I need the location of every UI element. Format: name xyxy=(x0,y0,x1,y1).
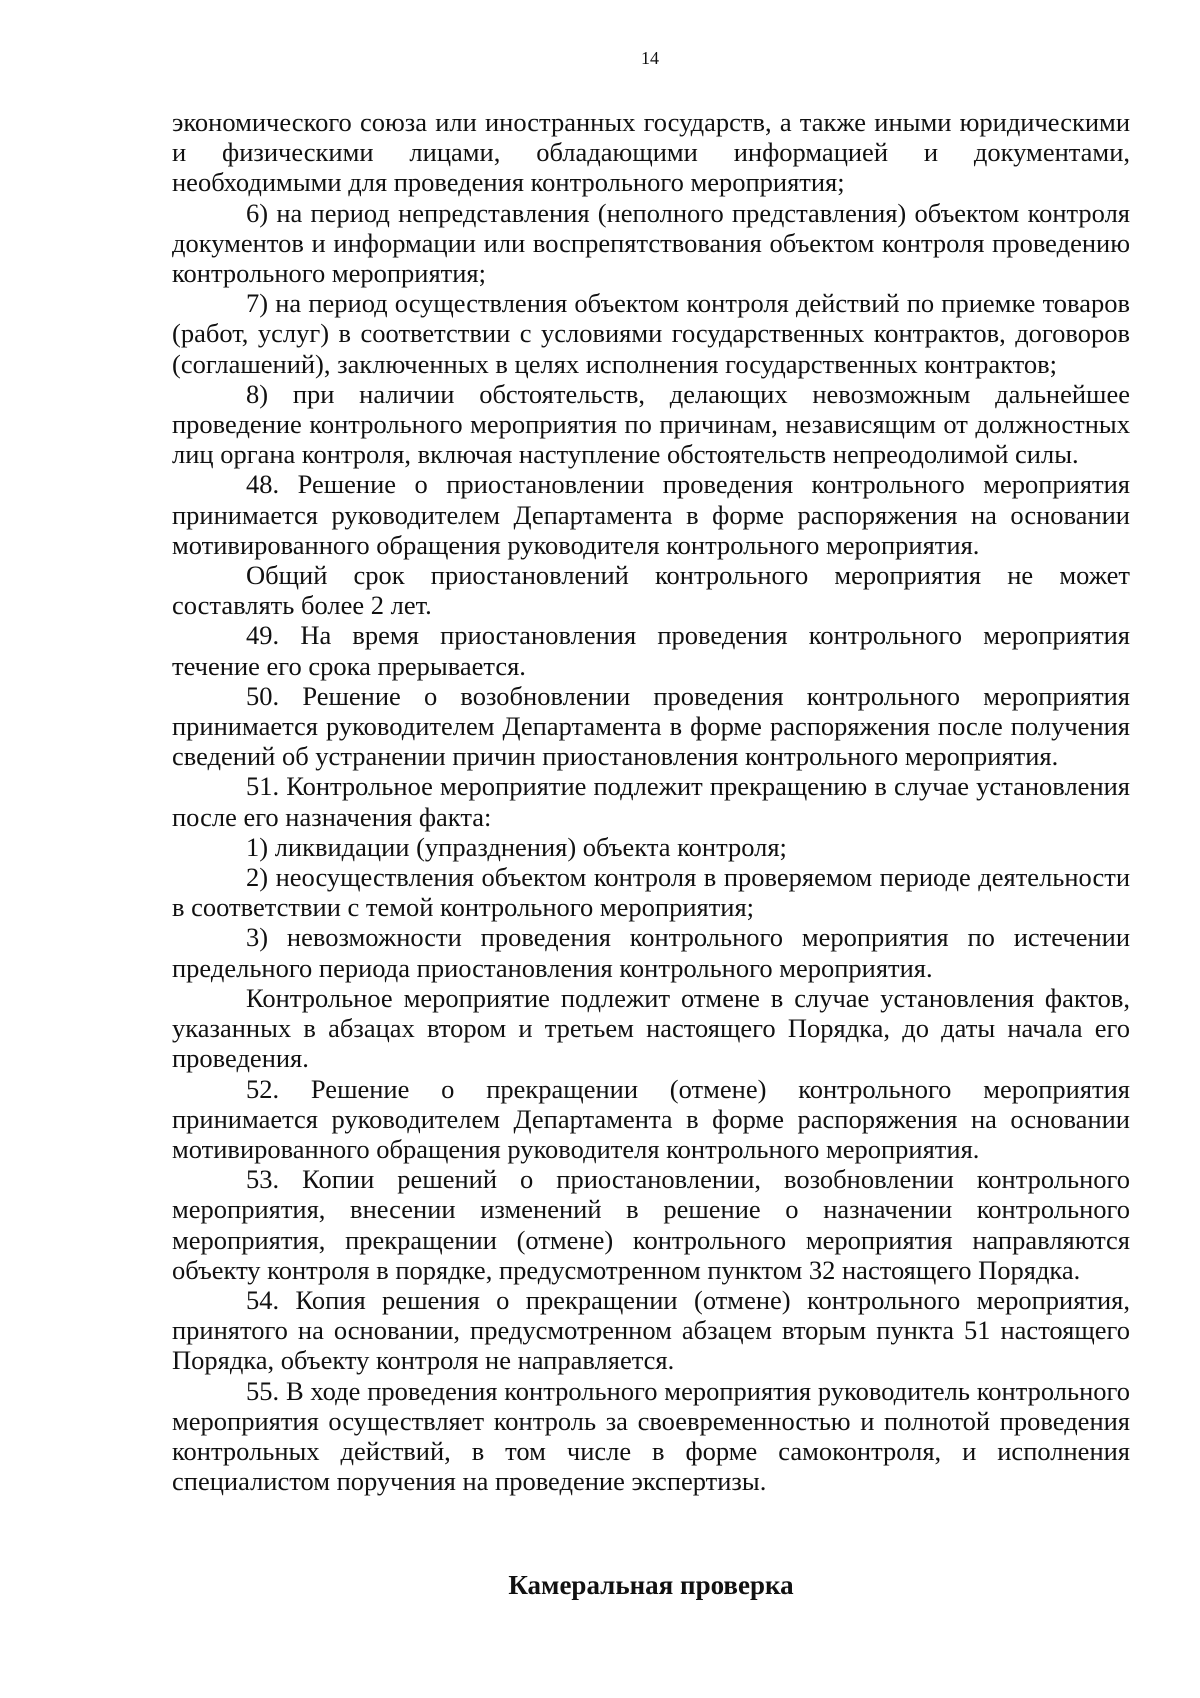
clause-50: 50. Решение о возобновлении проведения контрольного мероприятия принимается руководителем Департамента в форме распоряжения после получения сведений об устранении причин приостановления контрольного мероприятия. xyxy=(172,680,1130,772)
clause-48: 48. Решение о приостановлении проведения контрольного мероприятия принимается руководителем Департамента в форме распоряжения на основании мотивированного обращения руководителя контрольного мероприятия. xyxy=(172,469,1130,560)
clause-48-term: Общий срок приостановлений контрольного мероприятия не может составлять более 2 лет. xyxy=(172,560,1130,621)
section-heading: Камеральная проверка xyxy=(508,1570,794,1600)
page-number: 14 xyxy=(641,48,659,68)
clause-51-item-3: 3) невозможности проведения контрольного мероприятия по истечении предельного периода приостановления контрольного мероприятия. xyxy=(172,922,1130,983)
list-item-7: 7) на период осуществления объектом контроля действий по приемке товаров (работ, услуг) в соответствии с условиями государственных контрактов, договоров (соглашений), заключенных в целях исполнения государственных контрактов; xyxy=(172,288,1130,379)
paragraph-continuation: экономического союза или иностранных государств, а также иными юридическими и физическими лицами, обладающими информацией и документами, необходимыми для проведения контрольного мероприятия; xyxy=(172,107,1130,198)
clause-51-item-1: 1) ликвидации (упразднения) объекта контроля; xyxy=(246,831,787,862)
clause-54: 54. Копия решения о прекращении (отмене) контрольного мероприятия, принятого на основании, предусмотренном абзацем вторым пункта 51 настоящего Порядка, объекту контроля не направляется. xyxy=(172,1284,1130,1376)
clause-51-cancellation: Контрольное мероприятие подлежит отмене в случае установления фактов, указанных в абзацах втором и третьем настоящего Порядка, до даты начала его проведения. xyxy=(172,982,1130,1074)
clause-51: 51. Контрольное мероприятие подлежит прекращению в случае установления после его назначения факта: xyxy=(172,771,1130,832)
clause-51-item-2: 2) неосуществления объектом контроля в проверяемом периоде деятельности в соответствии с темой контрольного мероприятия; xyxy=(172,862,1130,923)
document-body xyxy=(172,107,1130,1496)
list-item-8: 8) при наличии обстоятельств, делающих невозможным дальнейшее проведение контрольного мероприятия по причинам, независящим от должностных лиц органа контроля, включая наступление обстоятельств непреодолимой силы. xyxy=(172,378,1130,470)
clause-49: 49. На время приостановления проведения контрольного мероприятия течение его срока прерывается. xyxy=(172,620,1130,681)
clause-53: 53. Копии решений о приостановлении, возобновлении контрольного мероприятия, внесении изменений в решение о назначении контрольного мероприятия, прекращении (отмене) контрольного мероприятия направляются объекту контроля в порядке, предусмотренном пунктом 32 настоящего Порядка. xyxy=(172,1164,1130,1285)
clause-55: 55. В ходе проведения контрольного мероприятия руководитель контрольного мероприятия осуществляет контроль за своевременностью и полнотой проведения контрольных действий, в том числе в форме самоконтроля, и исполнения специалистом поручения на проведение экспертизы. xyxy=(172,1375,1130,1497)
clause-52: 52. Решение о прекращении (отмене) контрольного мероприятия принимается руководителем Департамента в форме распоряжения на основании мотивированного обращения руководителя контрольного мероприятия. xyxy=(172,1073,1130,1164)
list-item-6: 6) на период непредставления (неполного представления) объектом контроля документов и информации или воспрепятствования объектом контроля проведению контрольного мероприятия; xyxy=(172,197,1130,289)
